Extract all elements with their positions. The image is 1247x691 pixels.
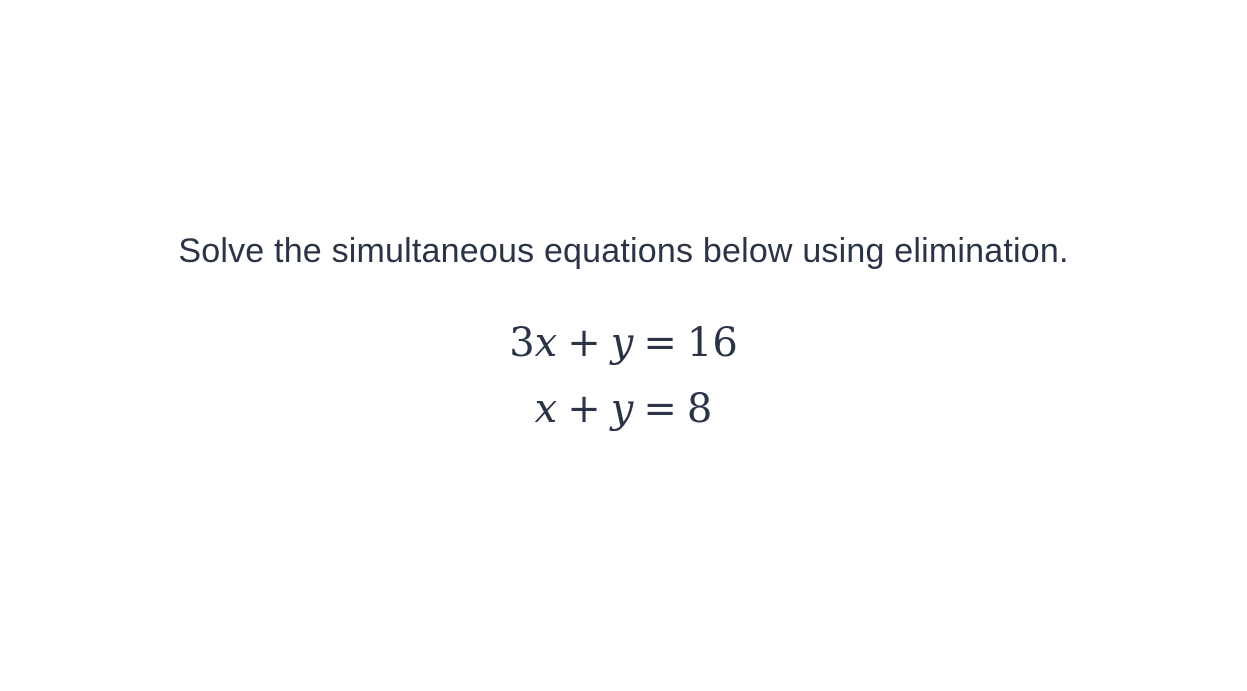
question-prompt: Solve the simultaneous equations below using elimination. — [178, 232, 1069, 270]
equation-2 — [504, 381, 744, 437]
equation-1-coefficient: 3 — [509, 320, 535, 366]
equation-2-x: x — [534, 386, 558, 432]
equation-1 — [504, 315, 744, 371]
equation-1-rhs: 16 — [686, 320, 738, 366]
equation-1-y: y — [610, 320, 634, 366]
equation-row-1 — [0, 315, 1247, 381]
equation-row-2 — [0, 381, 1247, 447]
equation-2-equals: = — [643, 386, 677, 432]
equation-1-x: x — [534, 320, 558, 366]
equation-system — [0, 315, 1247, 447]
equation-2-rhs: 8 — [686, 386, 713, 432]
equation-1-plus: + — [567, 320, 601, 366]
equation-2-plus: + — [567, 386, 601, 432]
equation-2-y: y — [610, 386, 634, 432]
equation-1-equals: = — [643, 320, 677, 366]
